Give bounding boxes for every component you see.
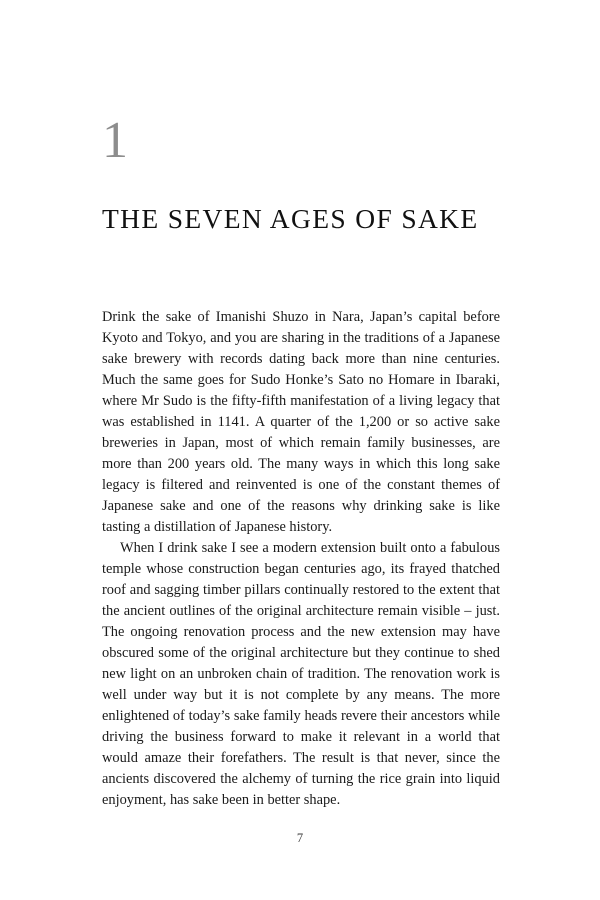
chapter-opener — [102, 112, 500, 236]
body-paragraph: Drink the sake of Imanishi Shuzo in Nara, Japan’s capital before Kyoto and Tokyo, and you are sharing in the traditions of a Japanese sake brewery with records dating back more than nine centuries. Much the same goes for Sudo Honke’s Sato no Homare in Ibaraki, where Mr Sudo is the fifty-fifth manifestation of a living legacy that was established in 1141. A quarter of the 1,200 or so active sake breweries in Japan, most of which remain family businesses, are more than 200 years old. The many ways in which this long sake legacy is filtered and reinvented is one of the constant themes of Japanese sake and one of the reasons why drinking sake is like tasting a distillation of Japanese history. — [102, 309, 500, 535]
page-number: 7 — [296, 831, 304, 845]
body-text — [102, 307, 500, 811]
body-paragraph: When I drink sake I see a modern extension built onto a fabulous temple whose construction began centuries ago, its frayed thatched roof and sagging timber pillars continually restored to the extent that the ancient outlines of the original architecture remain visible – just. The ongoing renovation process and the new extension may have obscured some of the original architecture but they continue to shed new light on an unbroken chain of tradition. The renovation work is well under way but it is not complete by any means. The more enlightened of today’s sake family heads revere their ancestors while driving the business forward to make it relevant in a world that would amaze their forefathers. The result is that never, since the ancients discovered the alchemy of turning the rice grain into liquid enjoyment, has sake been in better shape. — [102, 540, 500, 808]
chapter-number: 1 — [102, 112, 128, 169]
chapter-title: THE SEVEN AGES OF SAKE — [102, 203, 479, 234]
